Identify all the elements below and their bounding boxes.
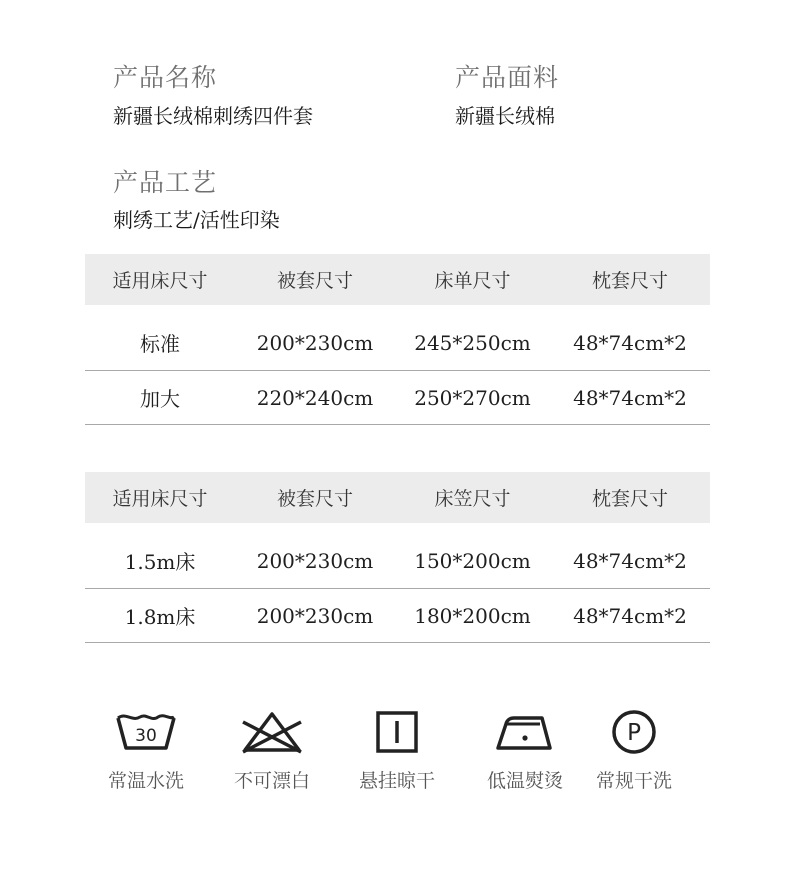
header-bed-size: 适用床尺寸 xyxy=(112,488,208,510)
header-duvet-size: 被套尺寸 xyxy=(276,270,353,292)
product-craft-label: 产品工艺 xyxy=(113,168,218,197)
duvet-size-cell: 200*230cm xyxy=(256,548,374,573)
header-pillowcase-size: 枕套尺寸 xyxy=(591,488,668,510)
care-item-wash xyxy=(91,708,201,793)
wash-30-icon xyxy=(114,708,178,756)
bed-size-cell: 标准 xyxy=(140,332,180,356)
fitted-sheet-size-cell: 150*200cm xyxy=(414,548,531,573)
product-name-label: 产品名称 xyxy=(113,63,218,92)
svg-text:30: 30 xyxy=(135,726,157,746)
product-name-value: 新疆长绒棉刺绣四件套 xyxy=(113,104,313,128)
fitted-sheet-size-cell: 180*200cm xyxy=(414,603,531,628)
header-duvet-size: 被套尺寸 xyxy=(276,488,353,510)
bed-size-cell: 1.8m床 xyxy=(124,605,196,629)
table-header xyxy=(85,472,710,523)
care-instructions xyxy=(95,708,705,808)
header-fitted-sheet-size: 床笠尺寸 xyxy=(434,488,511,510)
duvet-size-cell: 200*230cm xyxy=(256,330,374,355)
pillowcase-size-cell: 48*74cm*2 xyxy=(573,548,687,573)
size-table-fitted xyxy=(85,472,710,643)
product-fabric-label: 产品面料 xyxy=(455,63,560,92)
pillowcase-size-cell: 48*74cm*2 xyxy=(573,330,687,355)
svg-text:P: P xyxy=(627,720,641,746)
sheet-size-cell: 245*250cm xyxy=(414,330,531,355)
table-row xyxy=(85,589,710,643)
care-label-dry-clean: 常规干洗 xyxy=(595,770,672,792)
care-label-hang-dry: 悬挂晾干 xyxy=(358,770,435,792)
bed-size-cell: 加大 xyxy=(140,387,180,411)
iron-low-icon xyxy=(492,708,558,756)
table-header xyxy=(85,254,710,305)
care-item-iron-low xyxy=(470,708,580,793)
table-row xyxy=(85,371,710,425)
header-pillowcase-size: 枕套尺寸 xyxy=(591,270,668,292)
table-row xyxy=(85,523,710,589)
care-label-wash: 常温水洗 xyxy=(107,770,184,792)
product-craft-value: 刺绣工艺/活性印染 xyxy=(113,208,280,232)
care-item-no-bleach xyxy=(217,708,327,793)
header-sheet-size: 床单尺寸 xyxy=(434,270,511,292)
duvet-size-cell: 200*230cm xyxy=(256,603,374,628)
bed-size-cell: 1.5m床 xyxy=(124,550,196,574)
table-row xyxy=(85,305,710,371)
product-fabric-value: 新疆长绒棉 xyxy=(455,104,555,128)
care-label-iron-low: 低温熨烫 xyxy=(486,770,563,792)
size-table-sheet xyxy=(85,254,710,425)
pillowcase-size-cell: 48*74cm*2 xyxy=(573,385,687,410)
care-label-no-bleach: 不可漂白 xyxy=(233,770,310,792)
sheet-size-cell: 250*270cm xyxy=(414,385,531,410)
care-item-dry-clean xyxy=(579,708,689,793)
no-bleach-icon xyxy=(237,708,307,756)
hang-dry-icon xyxy=(373,708,421,756)
pillowcase-size-cell: 48*74cm*2 xyxy=(573,603,687,628)
duvet-size-cell: 220*240cm xyxy=(256,385,374,410)
header-bed-size: 适用床尺寸 xyxy=(112,270,208,292)
care-item-hang-dry xyxy=(342,708,452,793)
dry-clean-p-icon xyxy=(608,708,660,756)
